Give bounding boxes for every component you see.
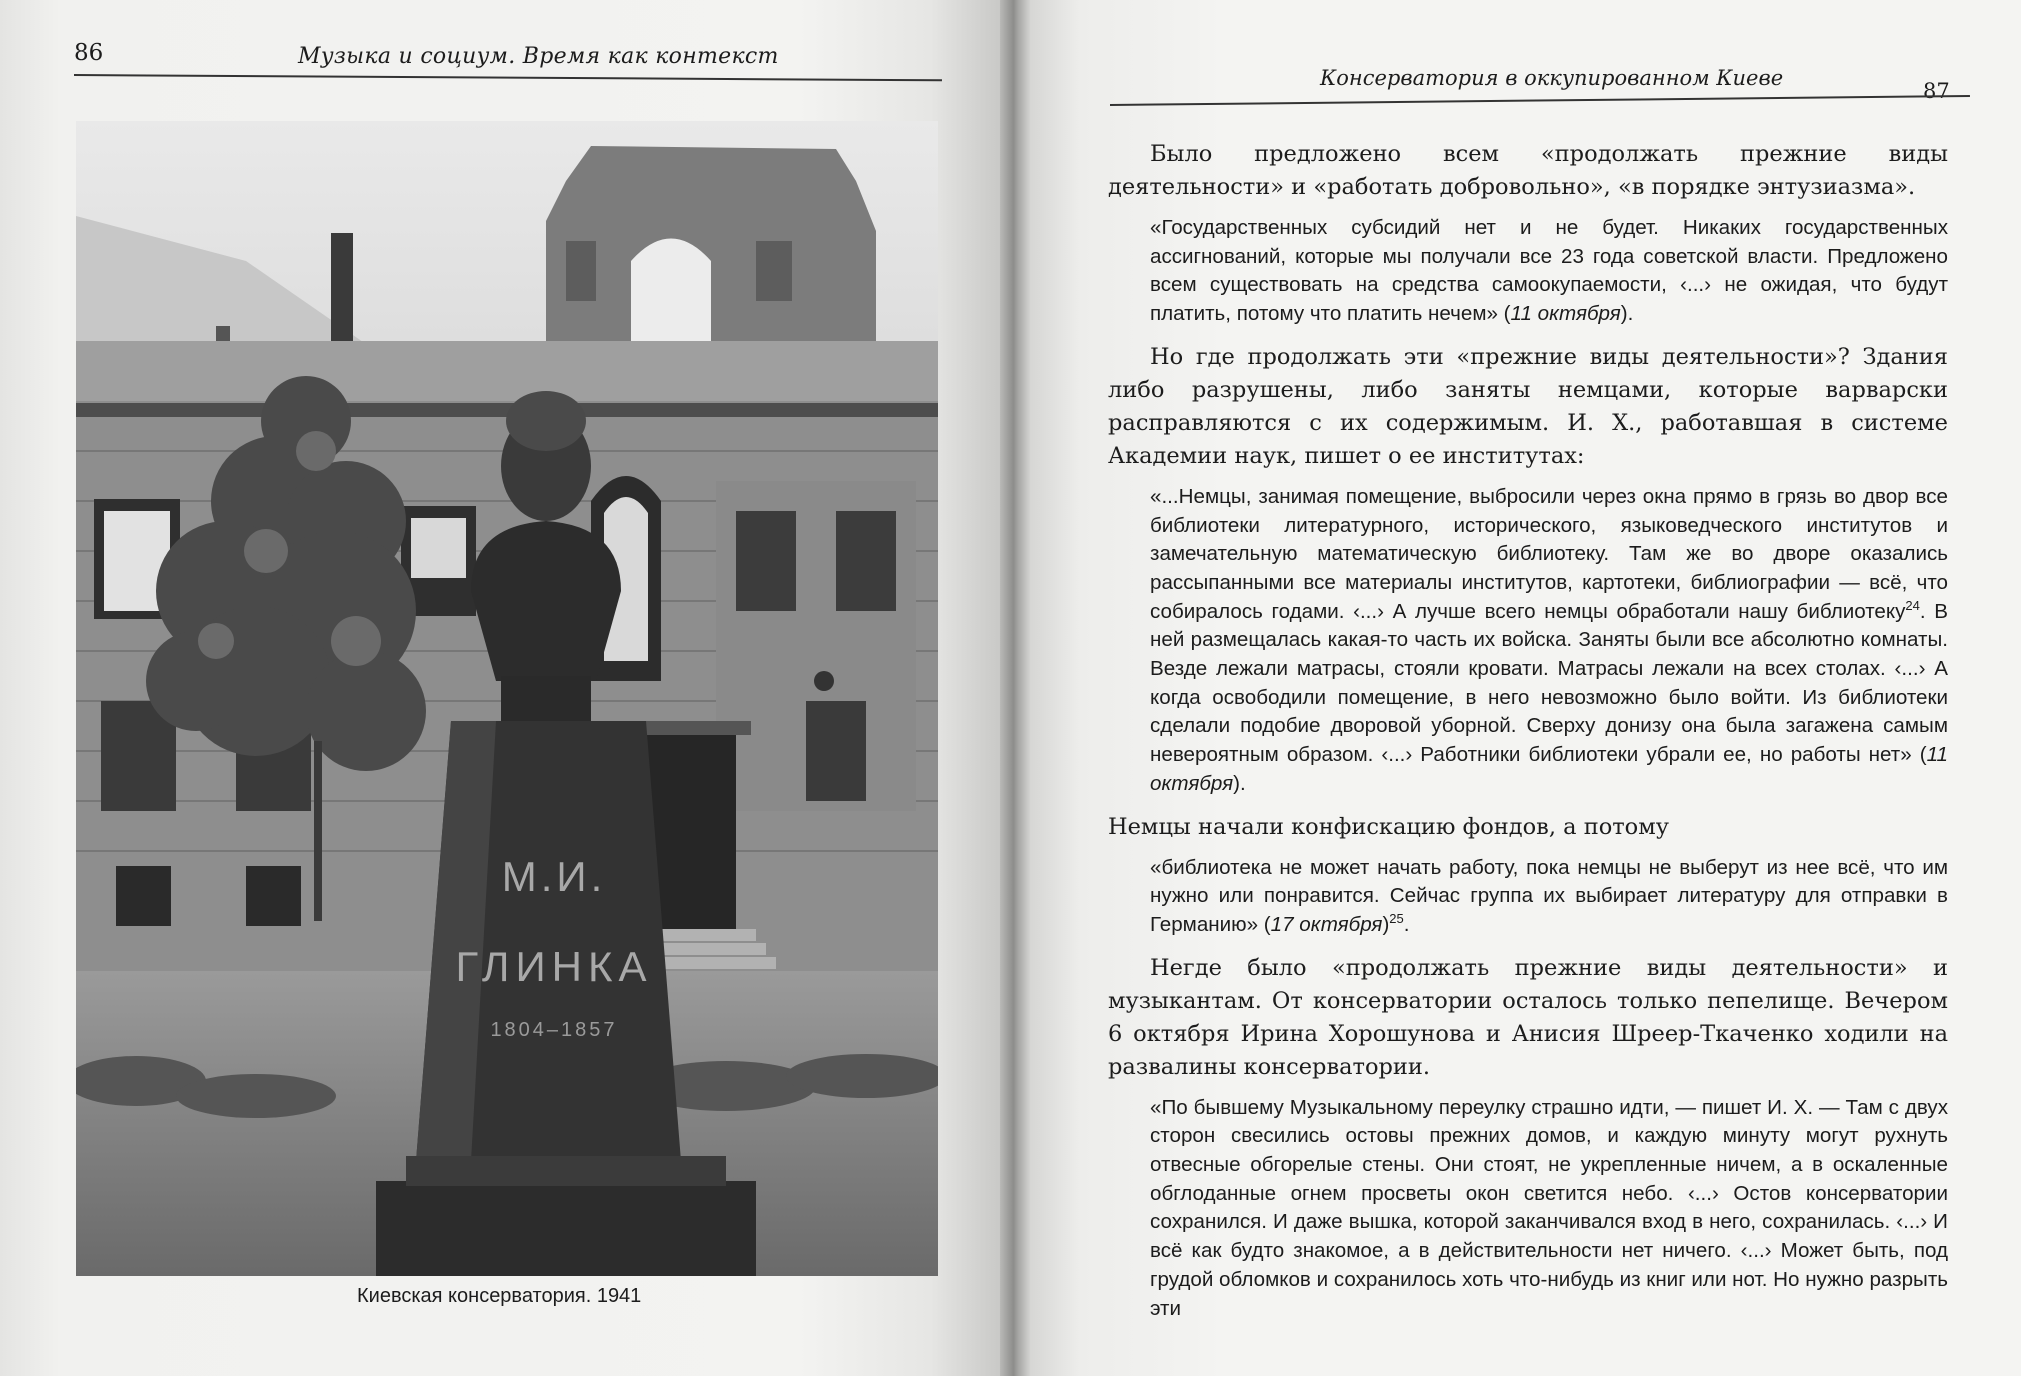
quotation <box>1150 854 1948 940</box>
cornice <box>76 341 938 401</box>
running-header-left: Музыка и социум. Время как контекст <box>298 44 779 69</box>
basement-window <box>246 866 301 926</box>
footnote-marker[interactable]: 25 <box>1389 911 1404 927</box>
paragraph: Но где продолжать эти «прежние виды деятельности»? Здания либо разрушены, либо заняты немцами, которые варварски расправляются с их содержимым. И. Х., работавшая в системе Академии наук, пишет о ее институтах: <box>1108 343 1948 469</box>
photo-caption: Киевская консерватория. 1941 <box>357 1285 642 1307</box>
header-rule-left <box>74 74 942 81</box>
tree-trunk <box>314 741 322 921</box>
quote-tail: ). <box>1620 302 1634 326</box>
basement-window <box>116 866 171 926</box>
footnote-marker[interactable]: 24 <box>1905 597 1920 613</box>
quote-date: 11 октября <box>1150 743 1948 795</box>
window <box>736 511 796 611</box>
photo-illustration <box>76 121 938 1276</box>
page-number-right: 87 <box>1923 79 1950 103</box>
tower-niche <box>566 241 596 301</box>
conservatory-photo <box>76 121 938 1276</box>
quote-tail: ) <box>1382 912 1390 936</box>
pedestal-plinth <box>406 1156 726 1186</box>
header-rule-right <box>1110 95 1970 106</box>
quote-text: «...Немцы, занимая помещение, выбросили через окна прямо в грязь во двор все библиотеки литературного, исторического, языковедческого институтов и замечательную математическую библиотеку. Там же во дворе оказались рассыпанными все материалы институтов, картотеки, библиографии — всё, что собиралось годами. ‹...› А лучше всего немцы обработали нашу библиотеку <box>1150 484 1948 623</box>
monument-years: 1804–1857 <box>490 1019 618 1041</box>
monument-initials: М.И. <box>501 853 607 900</box>
chimney <box>331 233 353 343</box>
left-page <box>0 0 1000 1376</box>
page-body-text <box>1108 138 1948 1335</box>
quotation <box>1150 483 1948 799</box>
window <box>806 701 866 801</box>
paragraph: Негде было «продолжать прежние виды деятельности» и музыкантам. От консерватории осталось только пепелище. Вечером 6 октября Ирина Хорошунова и Анисия Шреер-Ткаченко ходили на развалины консерватории. <box>1108 954 1948 1080</box>
quote-text: «Государственных субсидий нет и не будет. Никаких государственных ассигнований, которые мы получали все 23 года советской власти. Предложено всем существовать на средства самоокупаемости, ‹...› не ожидая, что будут платить, потому что платить нечем» ( <box>1150 216 1948 326</box>
quote-end: . <box>1403 912 1410 936</box>
quotation <box>1150 214 1948 329</box>
paragraph: Немцы начали конфискацию фондов, а потому <box>1108 813 1669 840</box>
window <box>836 511 896 611</box>
quote-text: «библиотека не может начать работу, пока немцы не выберут из нее всё, что им нужно или понравится. Сейчас группа их выбирает литературу для отправки в Германию» ( <box>1150 855 1948 936</box>
quotation: «По бывшему Музыкальному переулку страшно идти, — пишет И. Х. — Там с двух сторон свесились остовы прежних домов, и каждую минуту могут рухнуть отвесные обгорелые стены. Они стоят, не укрепленные ничем, а в оскаленные обглоданные огнем просветы окон светится небо. ‹...› Остов консерватории сохранился. И даже вышка, которой заканчивался вход в него, сохранилась. ‹...› И всё как будто знакомое, а в действительности нет ничего. ‹...› Может быть, под грудой обломков и сохранилось хоть что-нибудь из книг или нот. Но нужно разрыть эти <box>1150 1095 1948 1320</box>
tower-niche <box>756 241 792 301</box>
wall-plaque <box>814 671 834 691</box>
quote-date: 17 октября <box>1270 912 1383 936</box>
paragraph: Было предложено всем «продолжать прежние виды деятельности» и «работать добровольно», «в порядке энтузиазма». <box>1108 141 1948 200</box>
quote-tail: ). <box>1233 771 1246 795</box>
quote-text: . В ней размещалась какая-то часть их войска. Заняты были все абсолютно комнаты. Везде лежали матрасы, стояли кровати. Матрасы лежали на всех столах. ‹...› А когда освободили помещение, в него невозможно было войти. Из библиотеки сделали подобие дворовой уборной. Сверху донизу она была загажена самым невероятным образом. ‹...› Работники библиотеки убрали ее, но работы нет» ( <box>1150 599 1948 767</box>
running-header-right: Консерватория в оккупированном Киеве <box>1320 66 1784 90</box>
window-opening <box>411 518 466 578</box>
quote-date: 11 октября <box>1510 302 1621 326</box>
book-gutter <box>1000 0 1030 1376</box>
page-number-left: 86 <box>74 40 104 66</box>
pedestal-base <box>376 1181 756 1276</box>
monument-name: ГЛИНКА <box>455 943 653 990</box>
